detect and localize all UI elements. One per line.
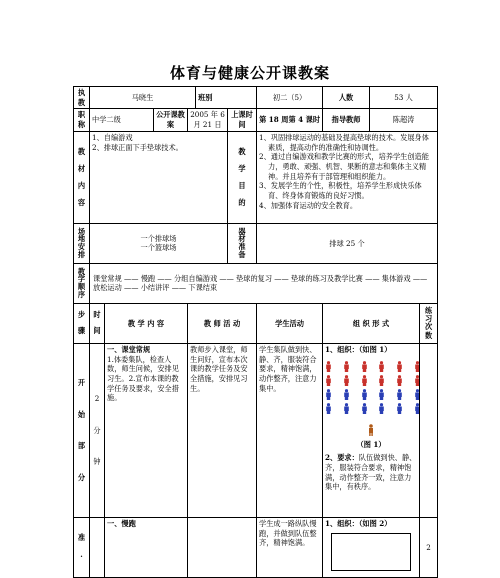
reps-header: 练 习 次 数	[420, 303, 438, 343]
student-figure-icon	[343, 403, 350, 414]
student-figure-icon	[414, 403, 420, 414]
formation-row	[325, 403, 420, 414]
goal-item: 2、通过自编游戏和教学比赛的形式，培养学生创造能力，勇敢、顽强、机智、果断的意志和集体主义精神。并且培养有于部管理和组织能力。	[259, 152, 429, 181]
section2-student: 学生成一路纵队慢跑，并做到队伍整齐，精神饱满。	[257, 517, 323, 577]
section1-time: 2 分 钟	[90, 343, 105, 517]
author-value: 马晓生	[90, 87, 196, 109]
student-figure-icon	[378, 403, 385, 414]
title-label: 职称	[74, 109, 90, 131]
student-header: 学生活动	[257, 303, 323, 343]
student-figure-icon	[343, 375, 350, 386]
sequence-text: 课堂常规 —— 慢跑 —— 分组自编游戏 —— 垫球的复习 —— 垫球的练习及教学比赛 —— 集体游戏 —— 放松运动 —— 小结讲评 —— 下课结束	[90, 263, 438, 303]
section1-step-label: 开 始 部 分	[74, 343, 90, 517]
section1-student: 学生集队做到快、静、齐，服装符合要求，精神饱满，动作整齐，注意力集中。	[257, 343, 323, 517]
open-class-label: 公开课教案	[154, 109, 188, 131]
organization-header: 组 织 形 式	[323, 303, 420, 343]
section2-content	[105, 517, 188, 577]
venue-label: 场 地 安 排	[74, 223, 90, 263]
goal-item: 4、加强体育运动的安全教育。	[259, 200, 358, 210]
student-figure-icon	[396, 389, 403, 400]
student-figure-icon	[378, 389, 385, 400]
formation-row	[325, 375, 420, 386]
student-figure-icon	[361, 361, 368, 372]
student-figure-icon	[414, 361, 420, 372]
content-label: 教 材 内 容	[74, 131, 90, 223]
content-item: 2、排球正面下手垫球技术。	[92, 142, 183, 152]
author-label: 执教	[74, 87, 90, 109]
section2-org-head: 1、组织：（如图 2）	[325, 518, 392, 528]
venue-item: 一个篮球场	[140, 243, 177, 253]
formation-row	[325, 389, 420, 400]
class-label: 班别	[196, 87, 257, 109]
student-figure-icon	[378, 375, 385, 386]
student-figure-icon	[343, 389, 350, 400]
section2-step-label: 准 .	[74, 517, 90, 577]
section1-content-head: 一、课堂常规	[107, 344, 151, 354]
week-value: 第 18 周第 4 课时	[257, 109, 323, 131]
student-figure-icon	[414, 389, 420, 400]
goals-label: 教 学 目 的	[228, 131, 257, 223]
section1-organization	[323, 343, 420, 517]
content-header: 教 学 内 容	[105, 303, 188, 343]
guide-label: 指导教师	[323, 109, 370, 131]
guide-value: 陈超涛	[370, 109, 438, 131]
student-figure-icon	[396, 403, 403, 414]
section1-content-body: 1.体委集队，检查人数，师生问候，安排见习生。2.宣布本课的教学任务及要求，安全措施。	[107, 354, 179, 403]
teacher-header: 教 师 活 动	[188, 303, 257, 343]
student-figure-icon	[396, 375, 403, 386]
goal-item: 3、发展学生的个性，积极性，培养学生形成快乐体育、终身体育锻炼的良好习惯。	[259, 181, 422, 201]
class-value: 初二（5）	[257, 87, 323, 109]
content-list	[90, 131, 228, 223]
step-header: 步 骤	[74, 303, 90, 343]
venue-item: 一个排球场	[140, 233, 177, 243]
formation-figure	[325, 361, 420, 414]
time-label: 上课时间	[228, 109, 257, 131]
formation-row	[325, 361, 420, 372]
section2-organization	[323, 517, 420, 577]
section2-reps: 2	[420, 517, 438, 577]
section2-time	[90, 517, 105, 577]
teacher-figure-icon	[367, 424, 375, 436]
equipment-label: 器 材 准 备	[228, 223, 257, 263]
venue-list	[90, 223, 228, 263]
student-figure-icon	[414, 375, 420, 386]
section2-teacher	[188, 517, 257, 577]
section1-teacher: 教师步入课堂，师生问好，宣布本次课的教学任务及安全措施，安排见习生。	[188, 343, 257, 517]
student-figure-icon	[325, 389, 332, 400]
goal-item: 1、巩固排球运动的基础及提高垫球的技术。发展身体素质，提高动作的准确性和协调性。	[259, 132, 429, 152]
equipment-value: 排球 25 个	[257, 223, 438, 263]
section2-content-head: 一、慢跑	[107, 518, 136, 528]
student-figure-icon	[325, 375, 332, 386]
lesson-plan-table	[73, 86, 438, 578]
date-value: 2005 年 6 月 21 日	[188, 109, 228, 131]
student-figure-icon	[361, 389, 368, 400]
student-figure-icon	[378, 361, 385, 372]
goals-list	[257, 131, 438, 223]
student-figure-icon	[396, 361, 403, 372]
student-figure-icon	[361, 375, 368, 386]
section1-reps	[420, 343, 438, 517]
time-header: 时 间	[90, 303, 105, 343]
section1-content	[105, 343, 188, 517]
student-figure-icon	[343, 361, 350, 372]
student-figure-icon	[325, 361, 332, 372]
title-value: 中学二级	[90, 109, 154, 131]
page-title: 体育与健康公开课教案	[169, 64, 330, 82]
section1-requirement: 2、要求：队伍做到快、静、齐，服装符合要求，精神饱满，动作整齐一致，注意力集中，有秩序。	[325, 453, 417, 492]
student-figure-icon	[325, 403, 332, 414]
count-label: 人数	[323, 87, 370, 109]
sequence-label: 教 学 顺 序	[74, 263, 90, 303]
figure1-caption: （图 1）	[356, 439, 386, 449]
content-item: 1、自编游戏	[92, 132, 133, 142]
student-figure-icon	[361, 403, 368, 414]
count-value: 53 人	[370, 87, 438, 109]
section1-org-head: 1、组织：（如图 1）	[325, 344, 392, 354]
